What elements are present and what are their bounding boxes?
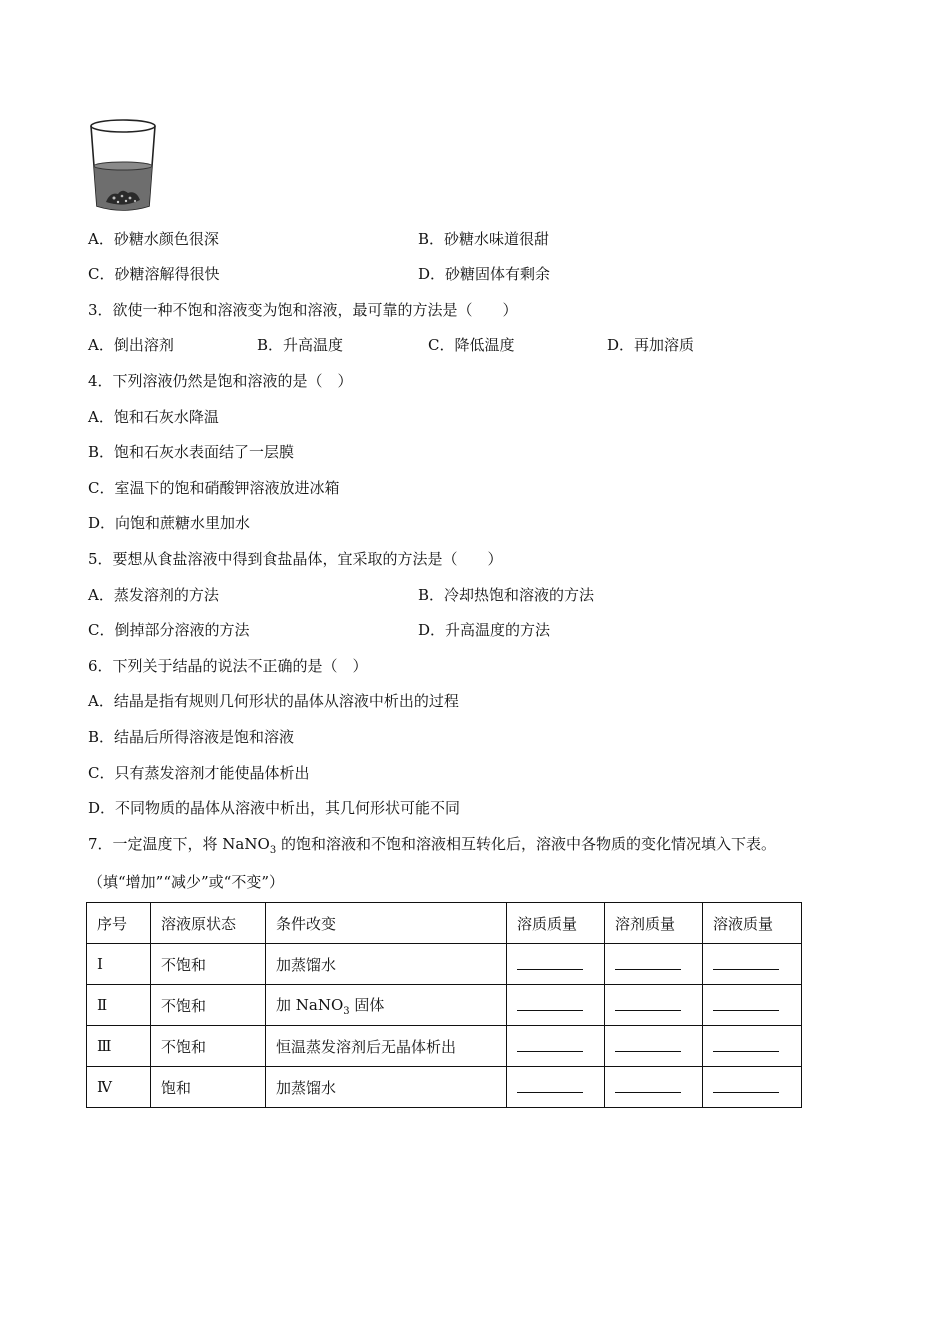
solution-blank[interactable]	[703, 1026, 802, 1067]
solute-blank[interactable]	[507, 944, 605, 985]
solution-blank[interactable]	[703, 944, 802, 985]
question-7-stem	[88, 834, 776, 861]
row-no: Ⅳ	[87, 1067, 151, 1108]
q3-option-c[interactable]: C．降低温度	[428, 336, 515, 354]
row-change: 加蒸馏水	[266, 944, 507, 985]
solvent-blank[interactable]	[605, 985, 703, 1026]
solution-blank[interactable]	[703, 985, 802, 1026]
row-change: 加蒸馏水	[266, 1067, 507, 1108]
solution-blank[interactable]	[703, 1067, 802, 1108]
option-a[interactable]: A．砂糖水颜色很深	[88, 230, 219, 248]
solute-blank[interactable]	[507, 1026, 605, 1067]
option-b[interactable]: B．砂糖水味道很甜	[418, 230, 550, 248]
q5-option-d[interactable]: D．升高温度的方法	[418, 621, 551, 639]
q3-option-b[interactable]: B．升高温度	[257, 336, 344, 354]
q4-option-c[interactable]: C．室温下的饱和硝酸钾溶液放进冰箱	[88, 479, 340, 497]
solute-blank[interactable]	[507, 1067, 605, 1108]
header-solute-mass: 溶质质量	[507, 903, 605, 944]
solvent-blank[interactable]	[605, 1067, 703, 1108]
option-d[interactable]: D．砂糖固体有剩余	[418, 265, 551, 283]
q4-option-b[interactable]: B．饱和石灰水表面结了一层膜	[88, 443, 295, 461]
question-3-stem: 3．欲使一种不饱和溶液变为饱和溶液，最可靠的方法是（ ）	[88, 301, 518, 319]
header-solution-mass: 溶液质量	[703, 903, 802, 944]
table-row	[87, 1026, 802, 1067]
q5-option-b[interactable]: B．冷却热饱和溶液的方法	[418, 586, 595, 604]
option-c[interactable]: C．砂糖溶解得很快	[88, 265, 220, 283]
row-change	[266, 985, 507, 1026]
row-change-text: 加 NaNO	[276, 995, 344, 1014]
solvent-blank[interactable]	[605, 1026, 703, 1067]
question-7-note: （填“增加”“减少”或“不变”）	[88, 873, 285, 891]
row-change-subscript: 3	[343, 1005, 350, 1017]
q4-option-d[interactable]: D．向饱和蔗糖水里加水	[88, 514, 251, 532]
q7-stem-part-2: 的饱和溶液和不饱和溶液相互转化后，溶液中各物质的变化情况填入下表。	[276, 835, 776, 853]
row-state: 不饱和	[151, 1026, 266, 1067]
header-state: 溶液原状态	[151, 903, 266, 944]
row-no: Ⅲ	[87, 1026, 151, 1067]
q3-option-d[interactable]: D．再加溶质	[607, 336, 695, 354]
solvent-blank[interactable]	[605, 944, 703, 985]
q7-stem-subscript: 3	[269, 845, 277, 856]
q6-option-d[interactable]: D．不同物质的晶体从溶液中析出，其几何形状可能不同	[88, 799, 461, 817]
table-header-row	[87, 903, 802, 944]
row-state: 不饱和	[151, 944, 266, 985]
q7-table	[86, 902, 802, 1108]
question-4-stem: 4．下列溶液仍然是饱和溶液的是（ ）	[88, 372, 353, 390]
q6-option-a[interactable]: A．结晶是指有规则几何形状的晶体从溶液中析出的过程	[88, 692, 459, 710]
q3-option-a[interactable]: A．倒出溶剂	[88, 336, 174, 354]
header-solvent-mass: 溶剂质量	[605, 903, 703, 944]
header-change: 条件改变	[266, 903, 507, 944]
row-no: Ⅱ	[87, 985, 151, 1026]
q7-stem-part-1: 7．一定温度下，将 NaNO	[88, 835, 270, 853]
beaker-with-sugar-icon	[88, 118, 160, 214]
q5-option-c[interactable]: C．倒掉部分溶液的方法	[88, 621, 250, 639]
solute-blank[interactable]	[507, 985, 605, 1026]
question-5-stem: 5．要想从食盐溶液中得到食盐晶体，宜采取的方法是（ ）	[88, 550, 503, 568]
q4-option-a[interactable]: A．饱和石灰水降温	[88, 408, 219, 426]
row-state: 饱和	[151, 1067, 266, 1108]
header-no: 序号	[87, 903, 151, 944]
row-no: Ⅰ	[87, 944, 151, 985]
table-row	[87, 944, 802, 985]
q6-option-b[interactable]: B．结晶后所得溶液是饱和溶液	[88, 728, 295, 746]
row-change-tail: 固体	[349, 995, 385, 1014]
table-row	[87, 985, 802, 1026]
question-6-stem: 6．下列关于结晶的说法不正确的是（ ）	[88, 657, 368, 675]
table-row	[87, 1067, 802, 1108]
q5-option-a[interactable]: A．蒸发溶剂的方法	[88, 586, 219, 604]
row-state: 不饱和	[151, 985, 266, 1026]
row-change: 恒温蒸发溶剂后无晶体析出	[266, 1026, 507, 1067]
q6-option-c[interactable]: C．只有蒸发溶剂才能使晶体析出	[88, 764, 310, 782]
